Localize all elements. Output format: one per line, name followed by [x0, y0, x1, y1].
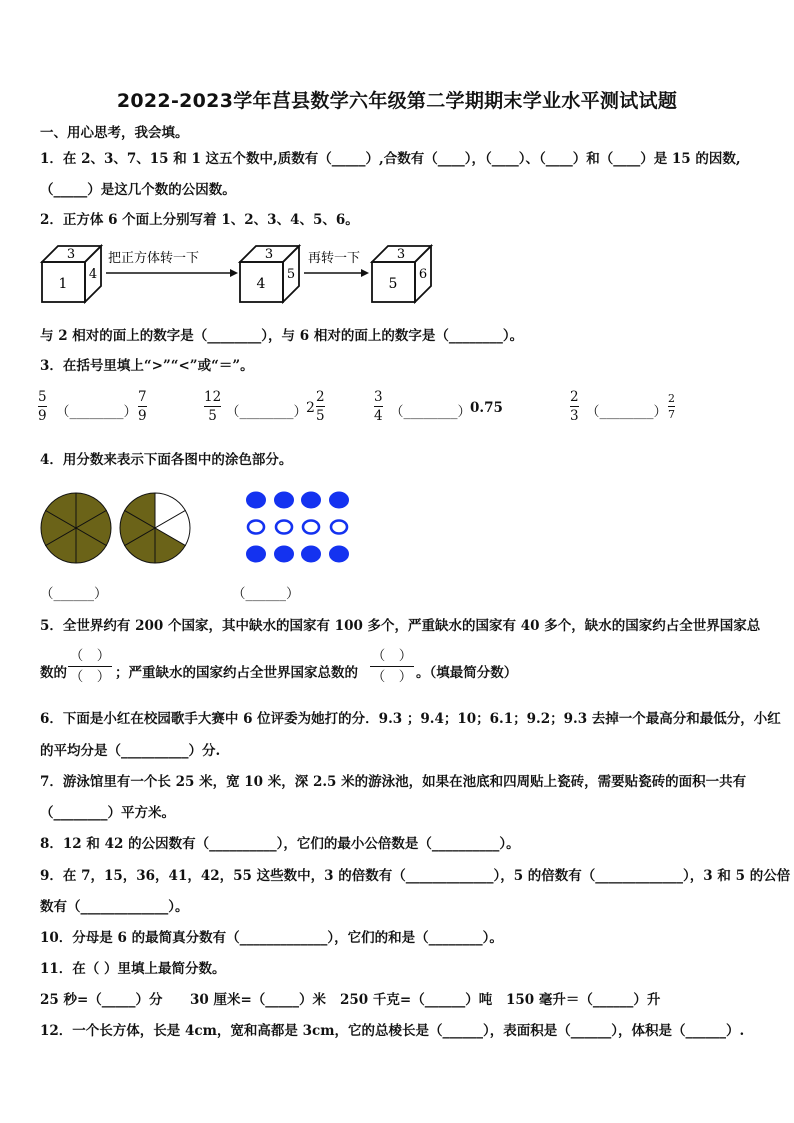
q5-fraction-1: （ ） （ ）: [69, 648, 111, 685]
dot-grid: [247, 492, 349, 562]
arrow1-head: [230, 269, 238, 277]
arrow2-head: [361, 269, 369, 277]
cube1-side: 4: [88, 267, 98, 282]
q5-fraction-2: （ ） （ ）: [371, 648, 413, 685]
arrow1-label: 把正方体转一下: [108, 251, 200, 266]
cube-rotation-diagram: [38, 240, 438, 306]
hollow-dot: [331, 521, 347, 534]
q3-item1-blank: （________）: [56, 404, 137, 420]
q4-blank1: （______）: [40, 586, 108, 602]
filled-dot: [247, 546, 266, 562]
q4-stem: 4．用分数来表示下面各图中的涂色部分。: [40, 452, 293, 468]
q1-line2: （_____）是这几个数的公因数。: [40, 182, 236, 198]
cube-3: [372, 246, 431, 302]
hollow-dot: [248, 521, 264, 534]
circle-fully-shaded: [41, 493, 111, 563]
q11-item2: 30 厘米=（_____）米: [190, 992, 327, 1008]
q3-item1-left-fraction: 5 9: [38, 389, 47, 424]
q7-line1: 7．游泳馆里有一个长 25 米，宽 10 米，深 2.5 米的游泳池，如果在池底和四周贴上瓷砖，需要贴瓷砖的面积一共有: [40, 774, 747, 790]
q3-stem: 3．在括号里填上“>”“<”或“＝”。: [40, 358, 254, 374]
q3-item2-right-fraction: 2 5: [316, 389, 325, 424]
q3-item2-left-fraction: 12 5: [204, 389, 222, 424]
cube3-front: 5: [388, 276, 398, 292]
q5-line1: 5．全世界约有 200 个国家，其中缺水的国家有 100 多个，严重缺水的国家有 40 多个，缺水的国家约占全世界国家总: [40, 618, 761, 634]
q11-item3: 250 千克=（______）吨: [340, 992, 493, 1008]
q4-blank2: （______）: [232, 586, 300, 602]
q5-mid: ；严重缺水的国家约占全世界国家总数的: [115, 665, 358, 681]
q6-line1: 6．下面是小红在校园歌手大赛中 6 位评委为她打的分．9.3 ；9.4；10；6.1；9.2；9.3 去掉一个最高分和最低分，小红: [40, 711, 781, 727]
q11-item1: 25 秒=（_____）分: [40, 992, 163, 1008]
q5-post: 。（填最简分数）: [416, 665, 518, 681]
q5-pre: 数的: [40, 665, 67, 681]
q12: 12．一个长方体，长是 4cm，宽和高都是 3cm，它的总棱长是（______），表面积是（______），体积是（______）.: [40, 1023, 745, 1039]
filled-dot: [275, 492, 294, 508]
q9-line2: 数有（_____________）。: [40, 899, 189, 915]
filled-dot: [275, 546, 294, 562]
cube3-top: 3: [396, 247, 406, 262]
q10: 10．分母是 6 的最简真分数有（_____________），它们的和是（________）。: [40, 930, 503, 946]
cube2-side: 5: [286, 267, 296, 282]
cube1-front: 1: [58, 276, 68, 292]
q11-stem: 11．在（ ）里填上最简分数。: [40, 961, 226, 977]
cube3-side: 6: [418, 267, 428, 282]
hollow-dot: [276, 521, 292, 534]
q3-item4-right-fraction: 2 7: [668, 392, 675, 421]
q8: 8．12 和 42 的公因数有（__________），它们的最小公倍数是（__________）。: [40, 836, 520, 852]
q3-item4-left-fraction: 2 3: [570, 389, 579, 424]
q9-line1: 9．在 7，15，36，41，42，55 这些数中，3 的倍数有（_____________），5 的倍数有（_____________），3 和 5 的公倍: [40, 868, 791, 884]
hollow-dot: [303, 521, 319, 534]
q7-line2: （________）平方米。: [40, 805, 175, 821]
q3-item3-blank: （________）: [390, 404, 471, 420]
q3-item3-left-fraction: 3 4: [374, 389, 383, 424]
q1-line1: 1．在 2、3、7、15 和 1 这五个数中,质数有（_____）,合数有（____），（____）、（____）和（____）是 15 的因数,: [40, 151, 741, 167]
cube-2: [240, 246, 299, 302]
cube2-front: 4: [256, 276, 266, 292]
fraction-figures: [40, 490, 360, 570]
circle-partly-shaded: [120, 493, 190, 563]
section-heading: 一、用心思考，我会填。: [40, 125, 189, 141]
q3-item2-whole: 2: [306, 400, 315, 416]
q3-item4-blank: （________）: [586, 404, 667, 420]
filled-dot: [302, 546, 321, 562]
cube-1: [42, 246, 101, 302]
q6-line2: 的平均分是（__________）分.: [40, 743, 221, 759]
q3-item1-right-fraction: 7 9: [138, 389, 147, 424]
filled-dot: [247, 492, 266, 508]
filled-dot: [330, 546, 349, 562]
cube2-top: 3: [264, 247, 274, 262]
q11-item4: 150 毫升＝（______）升: [506, 992, 661, 1008]
q3-item3-right: 0.75: [470, 400, 503, 416]
arrow2-label: 再转一下: [308, 251, 361, 266]
filled-dot: [302, 492, 321, 508]
q2-stem: 2．正方体 6 个面上分别写着 1、2、3、4、5、6。: [40, 212, 359, 228]
filled-dot: [330, 492, 349, 508]
cube1-top: 3: [66, 247, 76, 262]
page-title: 2022-2023学年莒县数学六年级第二学期期末学业水平测试试题: [116, 90, 678, 112]
q2-answer: 与 2 相对的面上的数字是（________），与 6 相对的面上的数字是（________）。: [40, 328, 524, 344]
q3-item2-blank: （________）: [226, 404, 307, 420]
